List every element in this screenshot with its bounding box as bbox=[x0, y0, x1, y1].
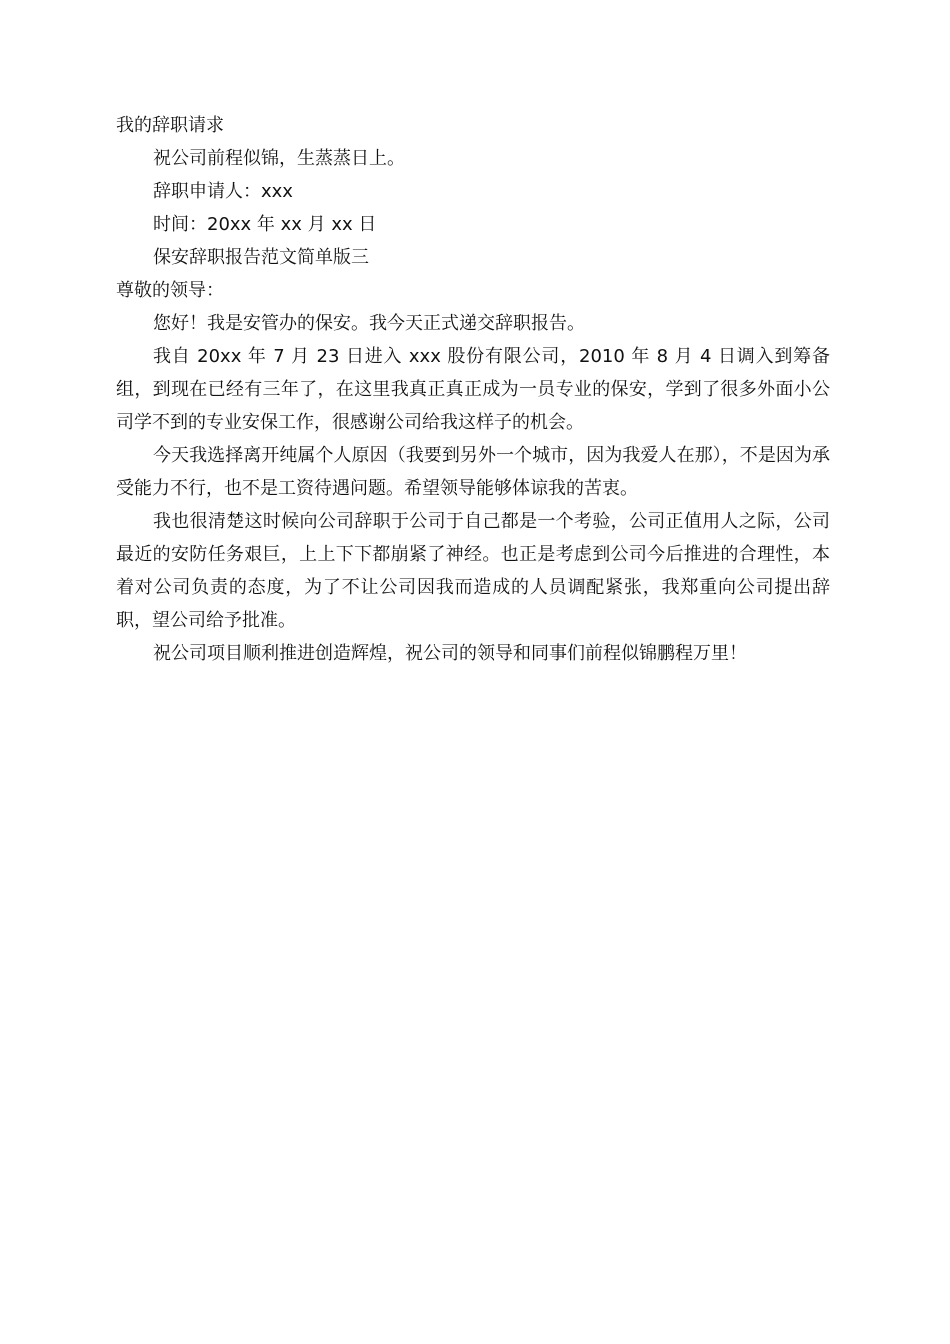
paragraph-greeting: 您好！我是安管办的保安。我今天正式递交辞职报告。 bbox=[153, 313, 585, 334]
request-line: 我的辞职请求 bbox=[116, 115, 224, 136]
section-title: 保安辞职报告范文简单版三 bbox=[153, 247, 369, 268]
wish-line: 祝公司前程似锦，生蒸蒸日上。 bbox=[153, 148, 405, 169]
paragraph-consideration: 我也很清楚这时候向公司辞职于公司于自己都是一个考验，公司正值用人之际，公司最近的安防任务艰巨，上上下下都崩紧了神经。也正是考虑到公司今后推进的合理性，本着对公司负责的态度，为了不让公司因我而造成的人员调配紧张，我郑重向公司提出辞职，望公司给予批准。 bbox=[116, 511, 830, 631]
paragraph-history: 我自 20xx 年 7 月 23 日进入 xxx 股份有限公司，2010 年 8 月 4 日调入到筹备组，到现在已经有三年了，在这里我真正真正成为一员专业的保安，学到了很多外面小公司学不到的专业安保工作，很感谢公司给我这样子的机会。 bbox=[116, 346, 830, 433]
applicant-line: 辞职申请人：xxx bbox=[153, 181, 293, 202]
salutation: 尊敬的领导： bbox=[116, 280, 224, 301]
paragraph-closing: 祝公司项目顺利推进创造辉煌，祝公司的领导和同事们前程似锦鹏程万里！ bbox=[153, 643, 747, 664]
date-line: 时间：20xx 年 xx 月 xx 日 bbox=[153, 214, 377, 235]
paragraph-reason: 今天我选择离开纯属个人原因（我要到另外一个城市，因为我爱人在那），不是因为承受能力不行，也不是工资待遇问题。希望领导能够体谅我的苦衷。 bbox=[116, 445, 830, 499]
document-body bbox=[116, 109, 830, 670]
